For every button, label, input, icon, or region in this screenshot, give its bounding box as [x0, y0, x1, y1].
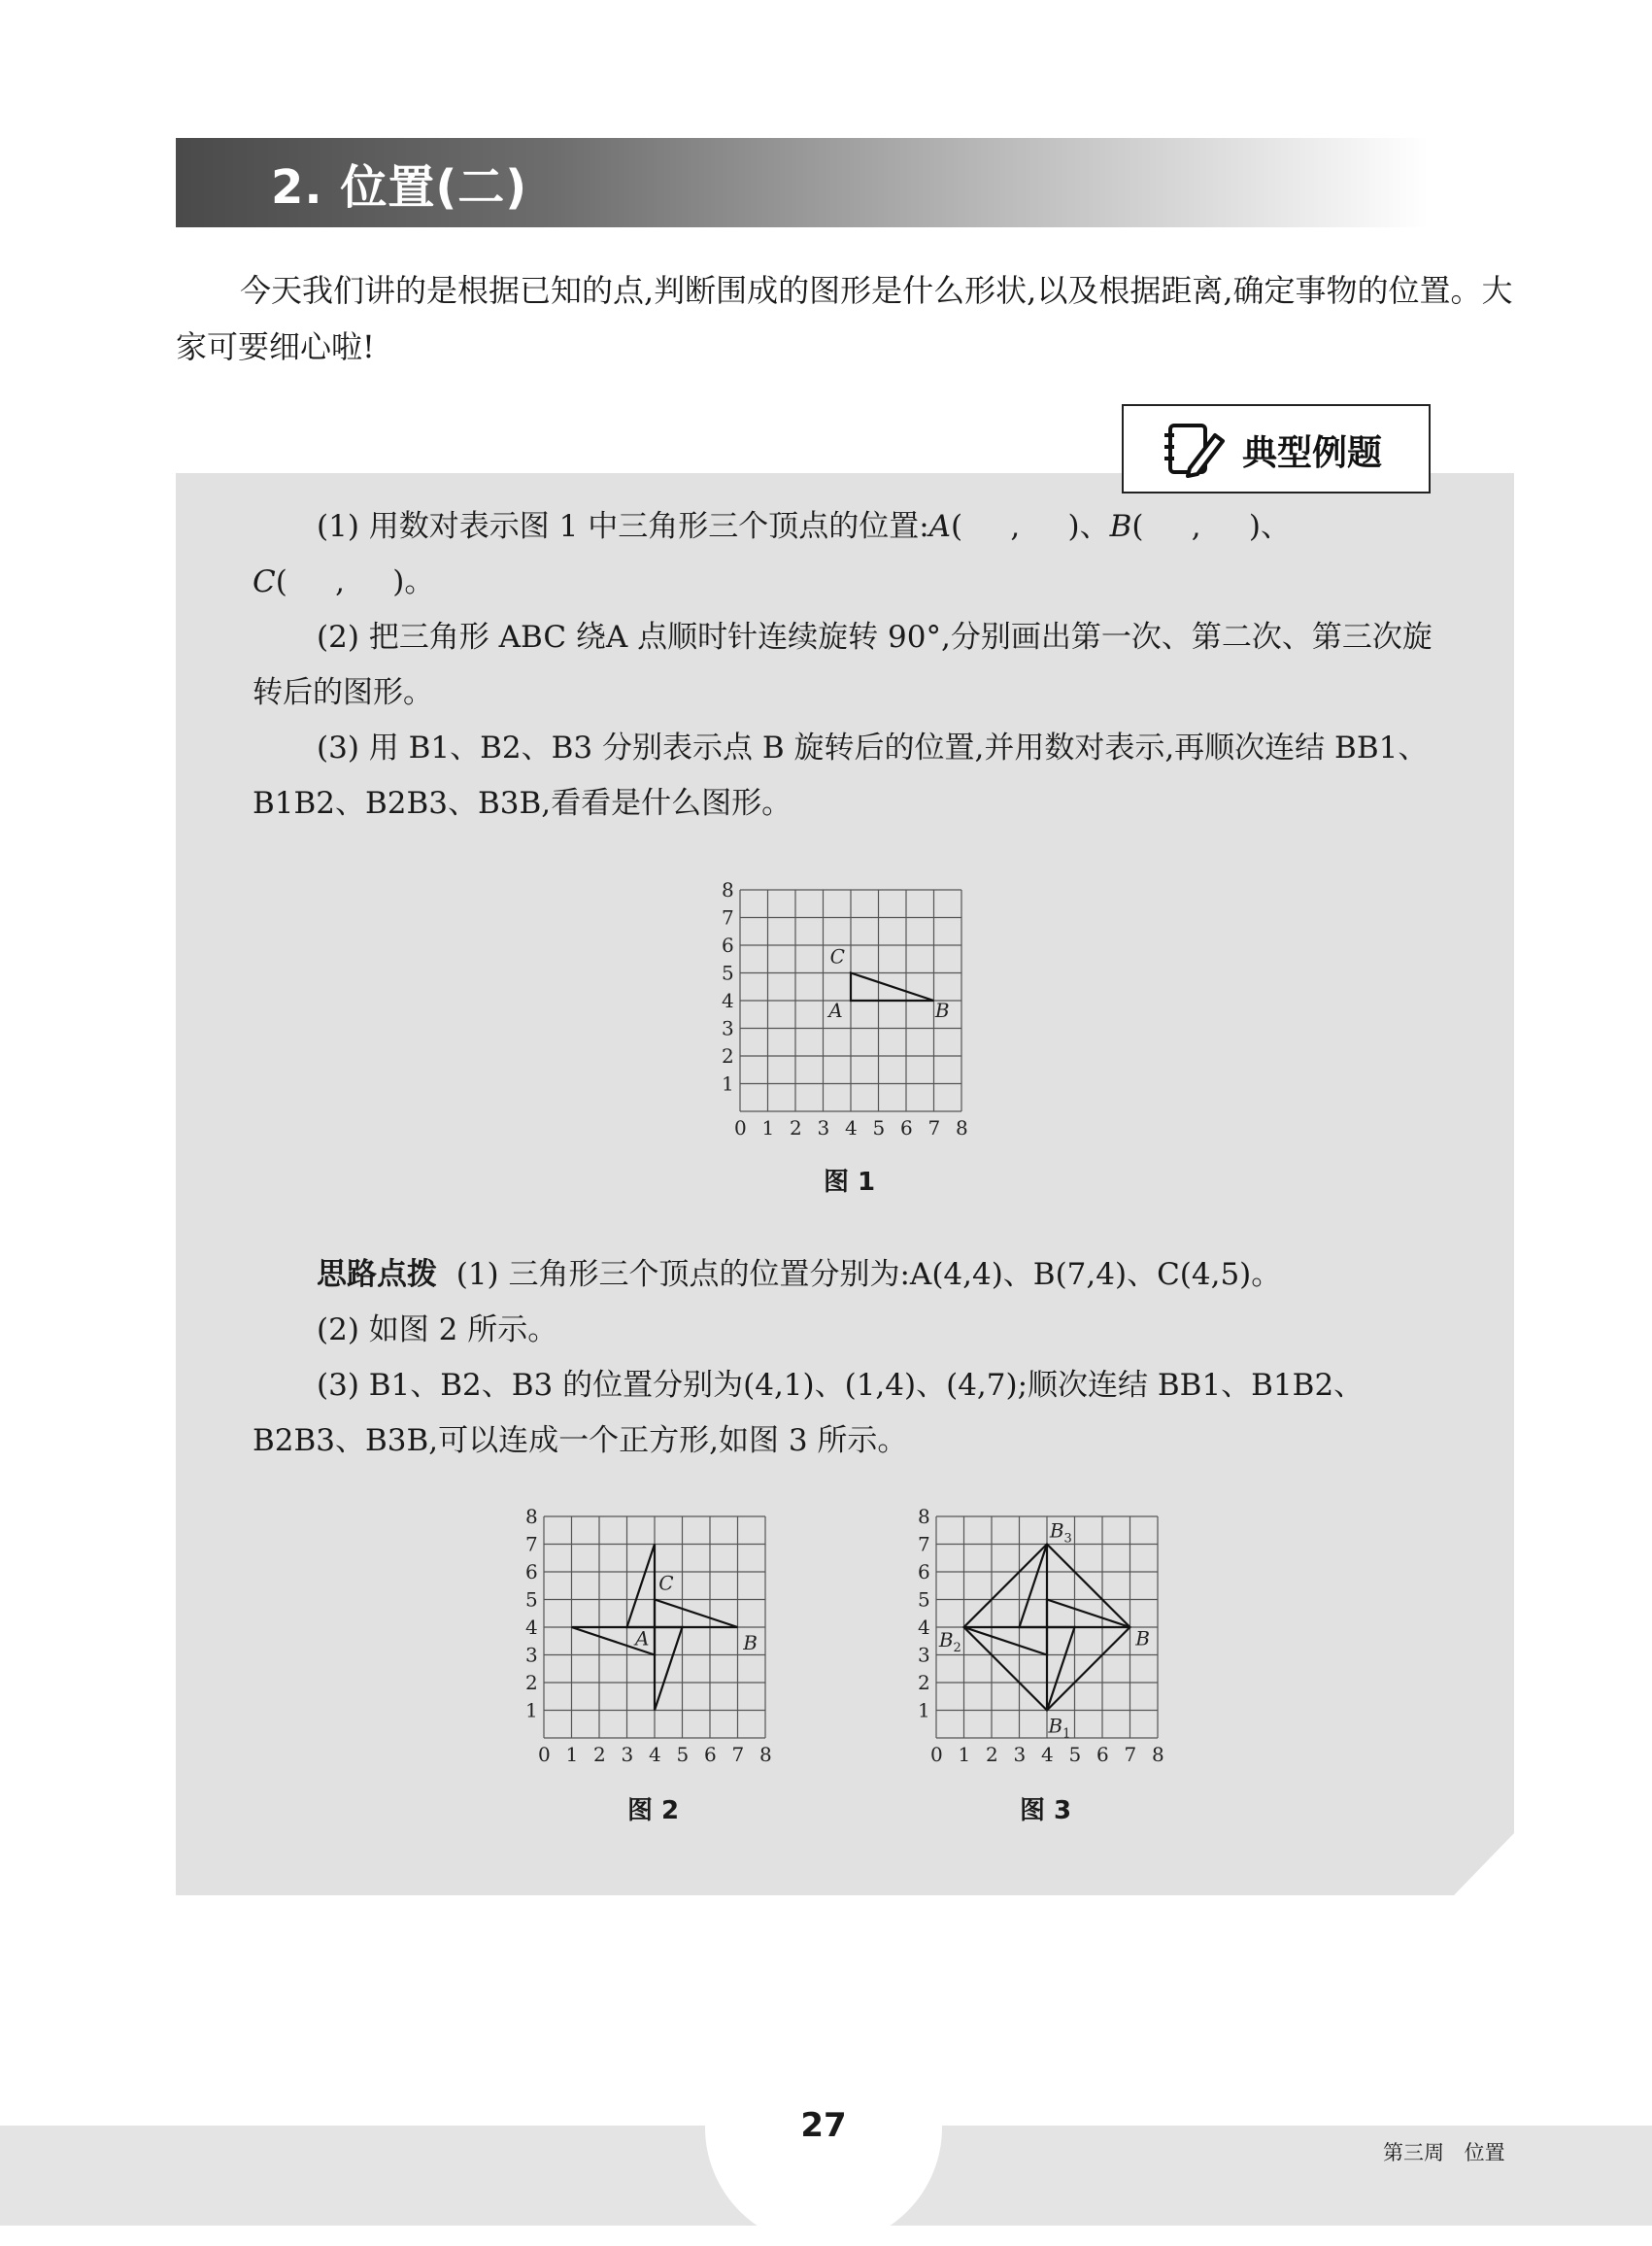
point-label-b2: $B_2$: [938, 1627, 961, 1655]
y-tick-label: 4: [722, 989, 734, 1012]
y-tick-label: 1: [918, 1698, 930, 1722]
x-tick-label: 8: [1152, 1743, 1164, 1766]
problem-q2: [253, 610, 1447, 721]
y-tick-label: 5: [918, 1587, 930, 1612]
point-label-b3: $B_3$: [1049, 1518, 1072, 1547]
y-tick-label: 5: [722, 961, 734, 985]
section-title-bar: [176, 138, 1429, 227]
x-tick-label: 3: [621, 1743, 634, 1766]
solution-s3-text: (3) B1、B2、B3 的位置分别为(4,1)、(1,4)、(4,7);顺次连结 BB1、B1B2、B2B3、B3B,可以连成一个正方形,如图 3 所示。: [253, 1368, 1365, 1458]
x-tick-label: 8: [956, 1116, 968, 1140]
example-badge: [1122, 404, 1431, 493]
page-number: 27: [800, 2106, 847, 2145]
footer-section: 第三周 位置: [1383, 2141, 1505, 2164]
problem-q1: (1) 用数对表示图 1 中三角形三个顶点的位置:A( , )、B( , )、 C( , )。: [253, 509, 1291, 599]
figure-2: [511, 1501, 783, 1773]
y-tick-label: 3: [525, 1643, 538, 1667]
shape-outline: [655, 1600, 738, 1628]
solution-s2: [253, 1303, 1447, 1358]
point-label-b: B: [934, 999, 950, 1023]
y-tick-label: 6: [918, 1560, 930, 1583]
x-tick-label: 3: [817, 1116, 830, 1140]
x-tick-label: 2: [593, 1743, 606, 1766]
y-tick-label: 7: [525, 1532, 538, 1556]
point-label-b: B: [1135, 1626, 1150, 1650]
section-title: 2. 位置(二): [271, 160, 528, 215]
point-label-c: C: [829, 944, 845, 969]
point-label-b: B: [743, 1630, 758, 1654]
solution-s1: [253, 1247, 1447, 1303]
shape-outline: [627, 1545, 656, 1628]
x-tick-label: 6: [900, 1116, 913, 1140]
shape-outline: [655, 1627, 683, 1711]
y-tick-label: 5: [525, 1587, 538, 1612]
x-tick-label: 4: [845, 1116, 858, 1140]
y-tick-label: 7: [722, 905, 734, 930]
y-tick-label: 1: [525, 1698, 538, 1722]
x-tick-label: 5: [1068, 1743, 1082, 1766]
x-tick-label: 5: [676, 1743, 690, 1766]
y-tick-label: 7: [918, 1532, 930, 1556]
point-label-b1: $B_1$: [1048, 1714, 1071, 1742]
y-tick-label: 8: [722, 878, 734, 902]
x-tick-label: 1: [958, 1743, 971, 1766]
shape-outline: [851, 973, 934, 1002]
x-tick-label: 4: [649, 1743, 661, 1766]
y-tick-label: 6: [722, 934, 734, 957]
intro-paragraph: 今天我们讲的是根据已知的点,判断围成的图形是什么形状,以及根据距离,确定事物的位置。大家可要细心啦!: [176, 272, 1513, 365]
figure-3-caption: 图 3: [1020, 1796, 1072, 1825]
x-tick-label: 2: [986, 1743, 998, 1766]
solution-s2-text: (2) 如图 2 所示。: [317, 1312, 558, 1347]
y-tick-label: 3: [918, 1643, 930, 1667]
figure-3: [903, 1501, 1175, 1773]
x-tick-label: 2: [790, 1116, 802, 1140]
problem-q2-text: (2) 把三角形 ABC 绕A 点顺时针连续旋转 90°,分别画出第一次、第二次、第三次旋转后的图形。: [253, 620, 1433, 710]
x-tick-label: 7: [927, 1116, 941, 1140]
badge-label: 典型例题: [1242, 433, 1383, 473]
figure-2-caption: 图 2: [627, 1796, 680, 1825]
x-tick-label: 6: [1096, 1743, 1109, 1766]
y-tick-label: 8: [525, 1505, 538, 1528]
x-tick-label: 7: [1124, 1743, 1137, 1766]
figure-1-caption: 图 1: [824, 1168, 876, 1197]
pencil-note-icon: [1161, 420, 1229, 480]
y-tick-label: 2: [722, 1044, 734, 1068]
problem-q3-text: (3) 用 B1、B2、B3 分别表示点 B 旋转后的位置,并用数对表示,再顺次连结 BB1、B1B2、B2B3、B3B,看看是什么图形。: [253, 731, 1429, 821]
solution-s3: [253, 1358, 1447, 1469]
x-tick-label: 5: [872, 1116, 886, 1140]
y-tick-label: 2: [525, 1671, 538, 1694]
x-tick-label: 0: [538, 1743, 551, 1766]
x-tick-label: 0: [734, 1116, 747, 1140]
point-label-a: A: [828, 999, 843, 1023]
point-label-a: A: [635, 1626, 650, 1650]
x-tick-label: 8: [759, 1743, 772, 1766]
x-tick-label: 7: [731, 1743, 745, 1766]
problem-q3: [253, 721, 1447, 832]
y-tick-label: 1: [722, 1072, 734, 1096]
x-tick-label: 3: [1013, 1743, 1027, 1766]
y-tick-label: 6: [525, 1560, 538, 1583]
y-tick-label: 2: [918, 1671, 930, 1694]
x-tick-label: 0: [930, 1743, 943, 1766]
point-label-c: C: [658, 1571, 674, 1595]
y-tick-label: 3: [722, 1016, 734, 1040]
x-tick-label: 1: [565, 1743, 579, 1766]
x-tick-label: 6: [704, 1743, 717, 1766]
x-tick-label: 1: [761, 1116, 775, 1140]
y-tick-label: 8: [918, 1505, 930, 1528]
solution-label: 思路点拨: [317, 1257, 437, 1292]
x-tick-label: 4: [1041, 1743, 1054, 1766]
y-tick-label: 4: [525, 1616, 538, 1639]
problem-q1-text: (1) 用数对表示图 1 中三角形三个顶点的位置:: [317, 509, 929, 544]
figure-1: [707, 874, 979, 1146]
y-tick-label: 4: [918, 1616, 930, 1639]
solution-s1-text: (1) 三角形三个顶点的位置分别为:A(4,4)、B(7,4)、C(4,5)。: [455, 1257, 1282, 1292]
